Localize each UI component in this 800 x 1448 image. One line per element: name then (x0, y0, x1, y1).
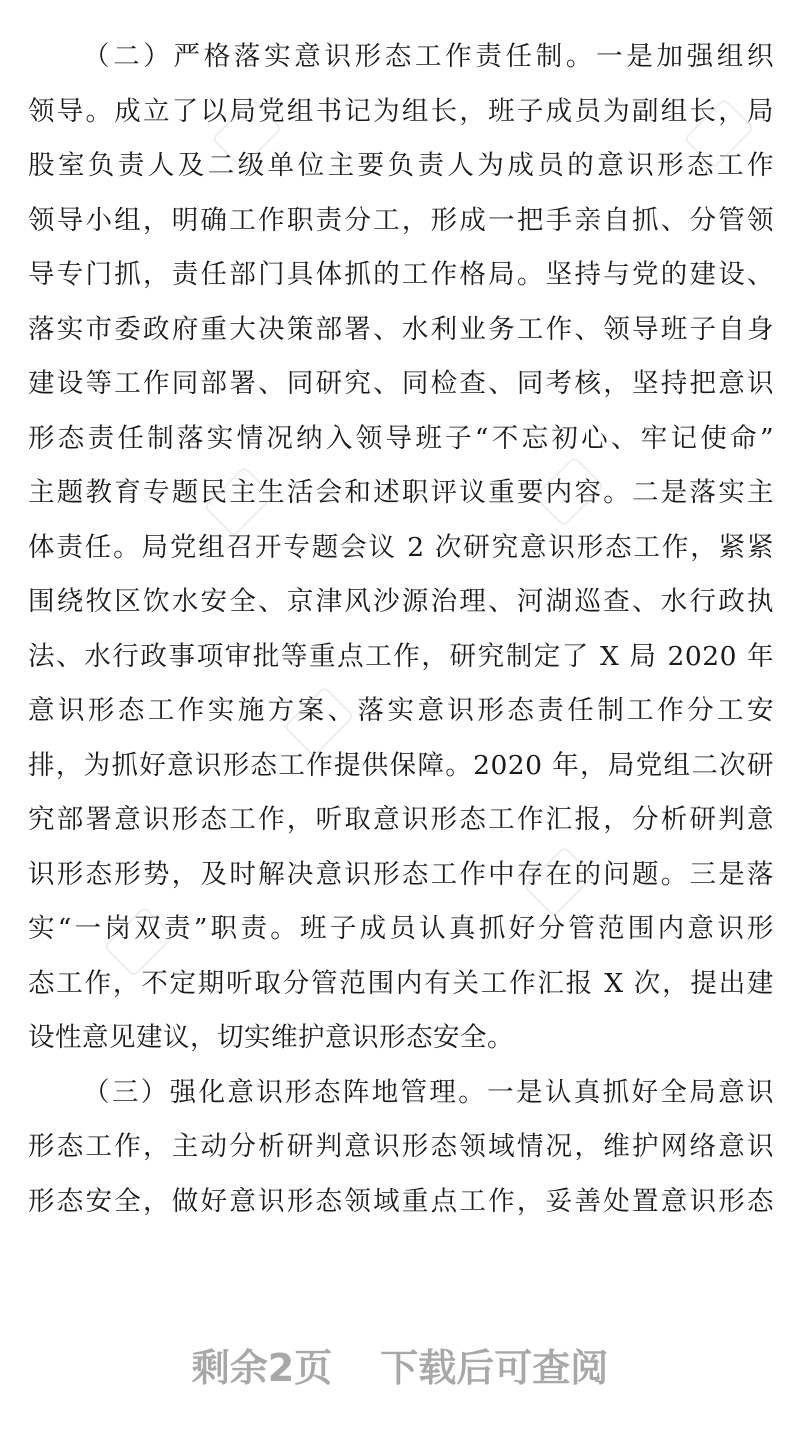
text-line: 落实市委政府重大决策部署、水利业务工作、领导班子自身 (28, 313, 774, 345)
download-hint-label: 下载后可查阅 (380, 1346, 609, 1390)
text-line: 围绕牧区饮水安全、京津风沙源治理、河湖巡查、水行政执 (28, 586, 774, 617)
text-line: 形态工作，主动分析研判意识形态领域情况，维护网络意识 (28, 1131, 774, 1162)
text-line: 设性意见建议，切实维护意识形态安全。 (28, 1022, 514, 1053)
text-line: （三）强化意识形态阵地管理。一是认真抓好全局意识 (83, 1076, 774, 1108)
text-line: 股室负责人及二级单位主要负责人为成员的意识形态工作 (28, 150, 774, 181)
download-prompt[interactable] (0, 1337, 800, 1392)
text-line: 导专门抓，责任部门具体抓的工作格局。坚持与党的建设、 (28, 259, 774, 290)
text-line: 态工作，不定期听取分管范围内有关工作汇报 X 次，提出建 (28, 967, 774, 999)
text-line: 建设等工作同部署、同研究、同检查、同考核，坚持把意识 (28, 368, 774, 399)
text-line: 究部署意识形态工作，听取意识形态工作汇报，分析研判意 (28, 804, 774, 835)
text-line: 法、水行政事项审批等重点工作，研究制定了 X 局 2020 年 (28, 640, 774, 672)
text-line: 意识形态工作实施方案、落实意识形态责任制工作分工安 (28, 695, 774, 726)
remaining-pages-label: 剩余2页 (191, 1346, 333, 1390)
text-line: 主题教育专题民主生活会和述职评议重要内容。二是落实主 (28, 477, 774, 508)
text-line: 领导小组，明确工作职责分工，形成一把手亲自抓、分管领 (28, 204, 774, 236)
text-line: （二）严格落实意识形态工作责任制。一是加强组织 (83, 41, 774, 72)
text-line: 体责任。局党组召开专题会议 2 次研究意识形态工作，紧紧 (28, 531, 774, 563)
text-line: 实“一岗双责”职责。班子成员认真抓好分管范围内意识形 (28, 913, 774, 944)
document-body (28, 30, 774, 1229)
text-line: 形态安全，做好意识形态领域重点工作，妥善处置意识形态 (28, 1185, 774, 1217)
text-line: 领导。成立了以局党组书记为组长，班子成员为副组长，局 (28, 95, 774, 127)
text-line: 识形态形势，及时解决意识形态工作中存在的问题。三是落 (28, 858, 774, 890)
text-line: 形态责任制落实情况纳入领导班子“不忘初心、牢记使命” (28, 422, 774, 454)
text-line: 排，为抓好意识形态工作提供保障。2020 年，局党组二次研 (28, 749, 774, 781)
